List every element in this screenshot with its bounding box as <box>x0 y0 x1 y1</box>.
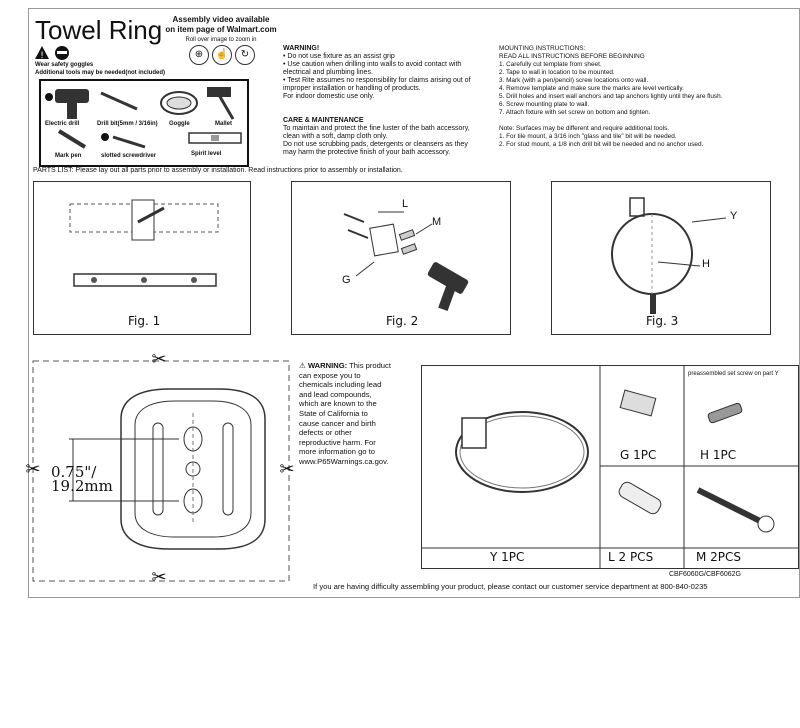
part-H-label: H 1PC <box>700 448 737 462</box>
part-Y-label: Y 1PC <box>490 550 525 564</box>
fig2-label-L: L <box>402 198 409 210</box>
mounting-heading-1: MOUNTING INSTRUCTIONS: <box>499 45 586 52</box>
prop65-warning <box>299 361 417 467</box>
fig3-label: Fig. 3 <box>646 314 679 328</box>
warning-item: improper installation or handling of products. <box>283 85 421 92</box>
drill-bit-icon <box>101 93 137 109</box>
fig3-label-Y: Y <box>730 210 738 222</box>
warning-item: electrical and plumbing lines. <box>283 69 373 76</box>
tool-label-drill-bit: Drill bit(5mm / 3/16in) <box>97 121 158 127</box>
prop65-line: more information go to <box>299 447 375 457</box>
template-dimension <box>51 465 113 493</box>
prop65-line: State of California to <box>299 408 368 418</box>
part-G-label: G 1PC <box>620 448 657 462</box>
goggles-note: Wear safety goggles <box>35 62 94 68</box>
warning-heading: WARNING! <box>283 45 320 52</box>
parts-list-line: PARTS LIST: Please lay out all parts prior to assembly or installation. Read instructions prior to assembly or installation. <box>33 167 403 174</box>
instruction-sheet <box>25 8 800 598</box>
svg-text:!: ! <box>40 51 44 61</box>
mounting-note: Note: Surfaces may be different and require additional tools. <box>499 125 670 132</box>
part-G-drawing <box>620 390 656 416</box>
spirit-level-icon <box>189 133 241 143</box>
prop65-line: defects or other <box>299 428 352 438</box>
care-heading: CARE & MAINTENANCE <box>283 117 364 124</box>
fig2-label: Fig. 2 <box>386 314 419 328</box>
fig2-label-G: G <box>342 274 351 286</box>
mounting-step: 3. Mark (with a pen/pencil) screw locations onto wall. <box>499 77 649 84</box>
mounting-heading-2: READ ALL INSTRUCTIONS BEFORE BEGINNING <box>499 53 645 60</box>
fig1-illustration <box>34 182 250 334</box>
care-line: To maintain and protect the fine luster of the bath accessory, <box>283 125 470 132</box>
prop65-heading: WARNING: <box>307 361 348 370</box>
mallet-icon <box>207 87 233 119</box>
part-M-drawing <box>698 490 774 532</box>
fig2-illustration <box>292 182 510 334</box>
video-note <box>161 15 281 45</box>
prop65-line: cause cancer and birth <box>299 418 376 428</box>
mounting-step: 2. Tape to wall in location to be mounted. <box>499 69 615 76</box>
zoom-icon: ⊕ <box>189 45 209 65</box>
video-line-3: Roll over image to zoom in <box>185 37 257 43</box>
tool-label-mallet: Mallet <box>215 121 233 127</box>
mounting-step: 4. Remove template and make sure the marks are level vertically. <box>499 85 684 92</box>
tool-label-spirit-level: Spirit level <box>191 151 222 157</box>
care-section <box>283 117 483 157</box>
page-title: Towel Ring <box>35 15 163 45</box>
mounting-step: 1. Carefully cut template from sheet. <box>499 61 602 68</box>
prop65-line: www.P65Warnings.ca.gov. <box>299 456 389 466</box>
preassembled-note: preassembled set screw on part Y <box>688 371 779 377</box>
part-L-drawing <box>617 480 663 516</box>
video-line-1: Assembly video available <box>172 15 270 24</box>
warning-item: • Use caution when drilling into walls to avoid contact with <box>283 61 462 68</box>
mounting-note: 1. For tile mount, a 3/16 inch "glass and tile" bit will be needed. <box>499 133 677 140</box>
tools-note: Additional tools may be needed(not included) <box>35 70 166 76</box>
mounting-section <box>499 45 795 149</box>
figure-2 <box>291 181 511 335</box>
warning-triangle-icon <box>35 45 75 61</box>
svg-text:✂: ✂ <box>279 459 295 480</box>
mounting-note: 2. For stud mount, a 1/8 inch drill bit will be needed and no anchor used. <box>499 141 704 148</box>
warning-item: • Do not use fixture as an assist grip <box>283 53 395 60</box>
tool-label-electric-drill: Electric drill <box>45 121 80 127</box>
prop65-line: chemicals including lead <box>299 380 382 390</box>
svg-text:✂: ✂ <box>25 459 41 480</box>
figure-3 <box>551 181 771 335</box>
fig3-illustration <box>552 182 770 334</box>
part-M-label: M 2PCS <box>696 550 742 564</box>
zoom-hand-icon: ☝ <box>212 45 232 65</box>
mounting-step: 6. Screw mounting plate to wall. <box>499 101 590 108</box>
care-line: Do not use scrubbing pads, detergents or cleansers as they <box>283 141 468 148</box>
warning-triangle-icon: ⚠ <box>299 361 306 370</box>
svg-text:✂: ✂ <box>151 349 167 370</box>
prop65-line: This product <box>349 361 391 370</box>
contact-line: If you are having difficulty assembling your product, please contact our customer service department at 800-840-0235 <box>313 582 708 591</box>
tool-label-mark-pen: Mark pen <box>55 153 82 159</box>
svg-text:✂: ✂ <box>151 567 167 588</box>
rotate-icon: ↻ <box>235 45 255 65</box>
part-H-drawing <box>707 402 742 423</box>
video-line-2: on item page of Walmart.com <box>165 25 277 34</box>
prop65-line: reproductive harm. For <box>299 437 376 447</box>
figure-1 <box>33 181 251 335</box>
tools-box <box>39 79 249 167</box>
prop65-line: which are known to the <box>299 399 377 409</box>
mounting-step: 5. Drill holes and insert wall anchors and tap anchors lightly until they are flush. <box>499 93 723 100</box>
parts-grid-lines <box>422 366 798 568</box>
prop65-line: can expose you to <box>299 370 361 380</box>
fig1-label: Fig. 1 <box>128 314 161 328</box>
warning-item: For indoor domestic use only. <box>283 93 375 100</box>
dimension-mm: 19.2mm <box>51 477 113 495</box>
tool-label-goggle: Goggle <box>169 121 190 127</box>
cut-template <box>25 349 295 589</box>
mounting-step: 7. Attach fixture with set screw on bottom and tighten. <box>499 109 651 116</box>
electric-drill-icon <box>45 89 89 119</box>
screwdriver-icon <box>101 133 145 147</box>
dimension-inches: 0.75"/ <box>51 463 97 481</box>
parts-grid <box>421 365 799 569</box>
mark-pen-icon <box>59 131 85 147</box>
part-Y-drawing <box>456 412 588 492</box>
tool-label-screwdriver: slotted screwdriver <box>101 153 157 159</box>
part-L-label: L 2 PCS <box>608 550 654 564</box>
prop65-line: and lead compounds, <box>299 389 372 399</box>
fig2-label-M: M <box>432 216 442 228</box>
fig3-label-H: H <box>702 258 710 270</box>
warning-section <box>283 45 483 101</box>
care-line: may harm the protective finish of your bath accessory. <box>283 149 451 156</box>
warning-item: • Test Rite assumes no responsibility for claims arising out of <box>283 77 471 84</box>
model-number: CBF6060G/CBF6062G <box>669 571 741 578</box>
goggle-icon <box>161 92 197 114</box>
care-line: clean with a soft, damp cloth only. <box>283 133 388 140</box>
